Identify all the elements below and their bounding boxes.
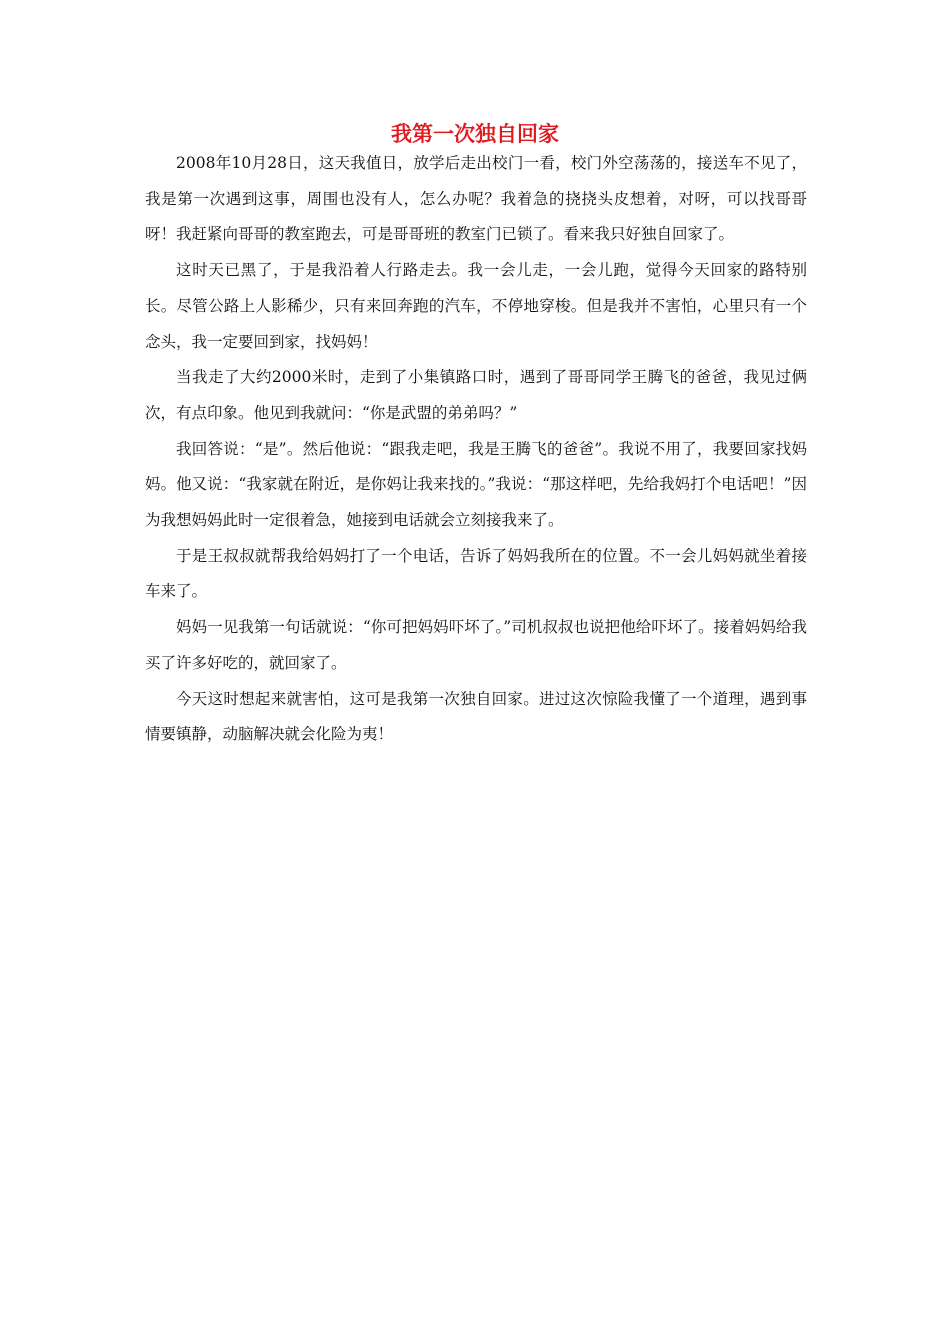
paragraph-1: 2008年10月28日，这天我值日，放学后走出校门一看，校门外空荡荡的，接送车不见了，我是第一次遇到这事，周围也没有人，怎么办呢？我着急的挠挠头皮想着，对呀，可以找哥哥呀！我赶紧向哥哥的教室跑去，可是哥哥班的教室门已锁了。看来我只好独自回家了。 — [145, 154, 807, 244]
paragraph-4: 我回答说：“是”。然后他说：“跟我走吧，我是王腾飞的爸爸”。我说不用了，我要回家找妈妈。他又说：“我家就在附近，是你妈让我来找的。”我说：“那这样吧，先给我妈打个电话吧！”因为我想妈妈此时一定很着急，她接到电话就会立刻接我来了。 — [145, 439, 807, 530]
paragraph-7: 今天这时想起来就害怕，这可是我第一次独自回家。进过这次惊险我懂了一个道理，遇到事情要镇静，动脑解决就会化险为夷！ — [145, 689, 807, 744]
document-title: 我第一次独自回家 — [391, 121, 559, 146]
document-body — [145, 146, 807, 753]
paragraph-6: 妈妈一见我第一句话就说：“你可把妈妈吓坏了。”司机叔叔也说把他给吓坏了。接着妈妈给我买了许多好吃的，就回家了。 — [145, 618, 807, 672]
paragraph-3: 当我走了大约2000米时，走到了小集镇路口时，遇到了哥哥同学王腾飞的爸爸，我见过俩次，有点印象。他见到我就问：“你是武盟的弟弟吗？” — [145, 368, 807, 422]
paragraph-2: 这时天已黑了，于是我沿着人行路走去。我一会儿走，一会儿跑，觉得今天回家的路特别长。尽管公路上人影稀少，只有来回奔跑的汽车，不停地穿梭。但是我并不害怕，心里只有一个念头，我一定要回到家，找妈妈！ — [145, 261, 807, 351]
paragraph-5: 于是王叔叔就帮我给妈妈打了一个电话，告诉了妈妈我所在的位置。不一会儿妈妈就坐着接车来了。 — [145, 546, 807, 601]
